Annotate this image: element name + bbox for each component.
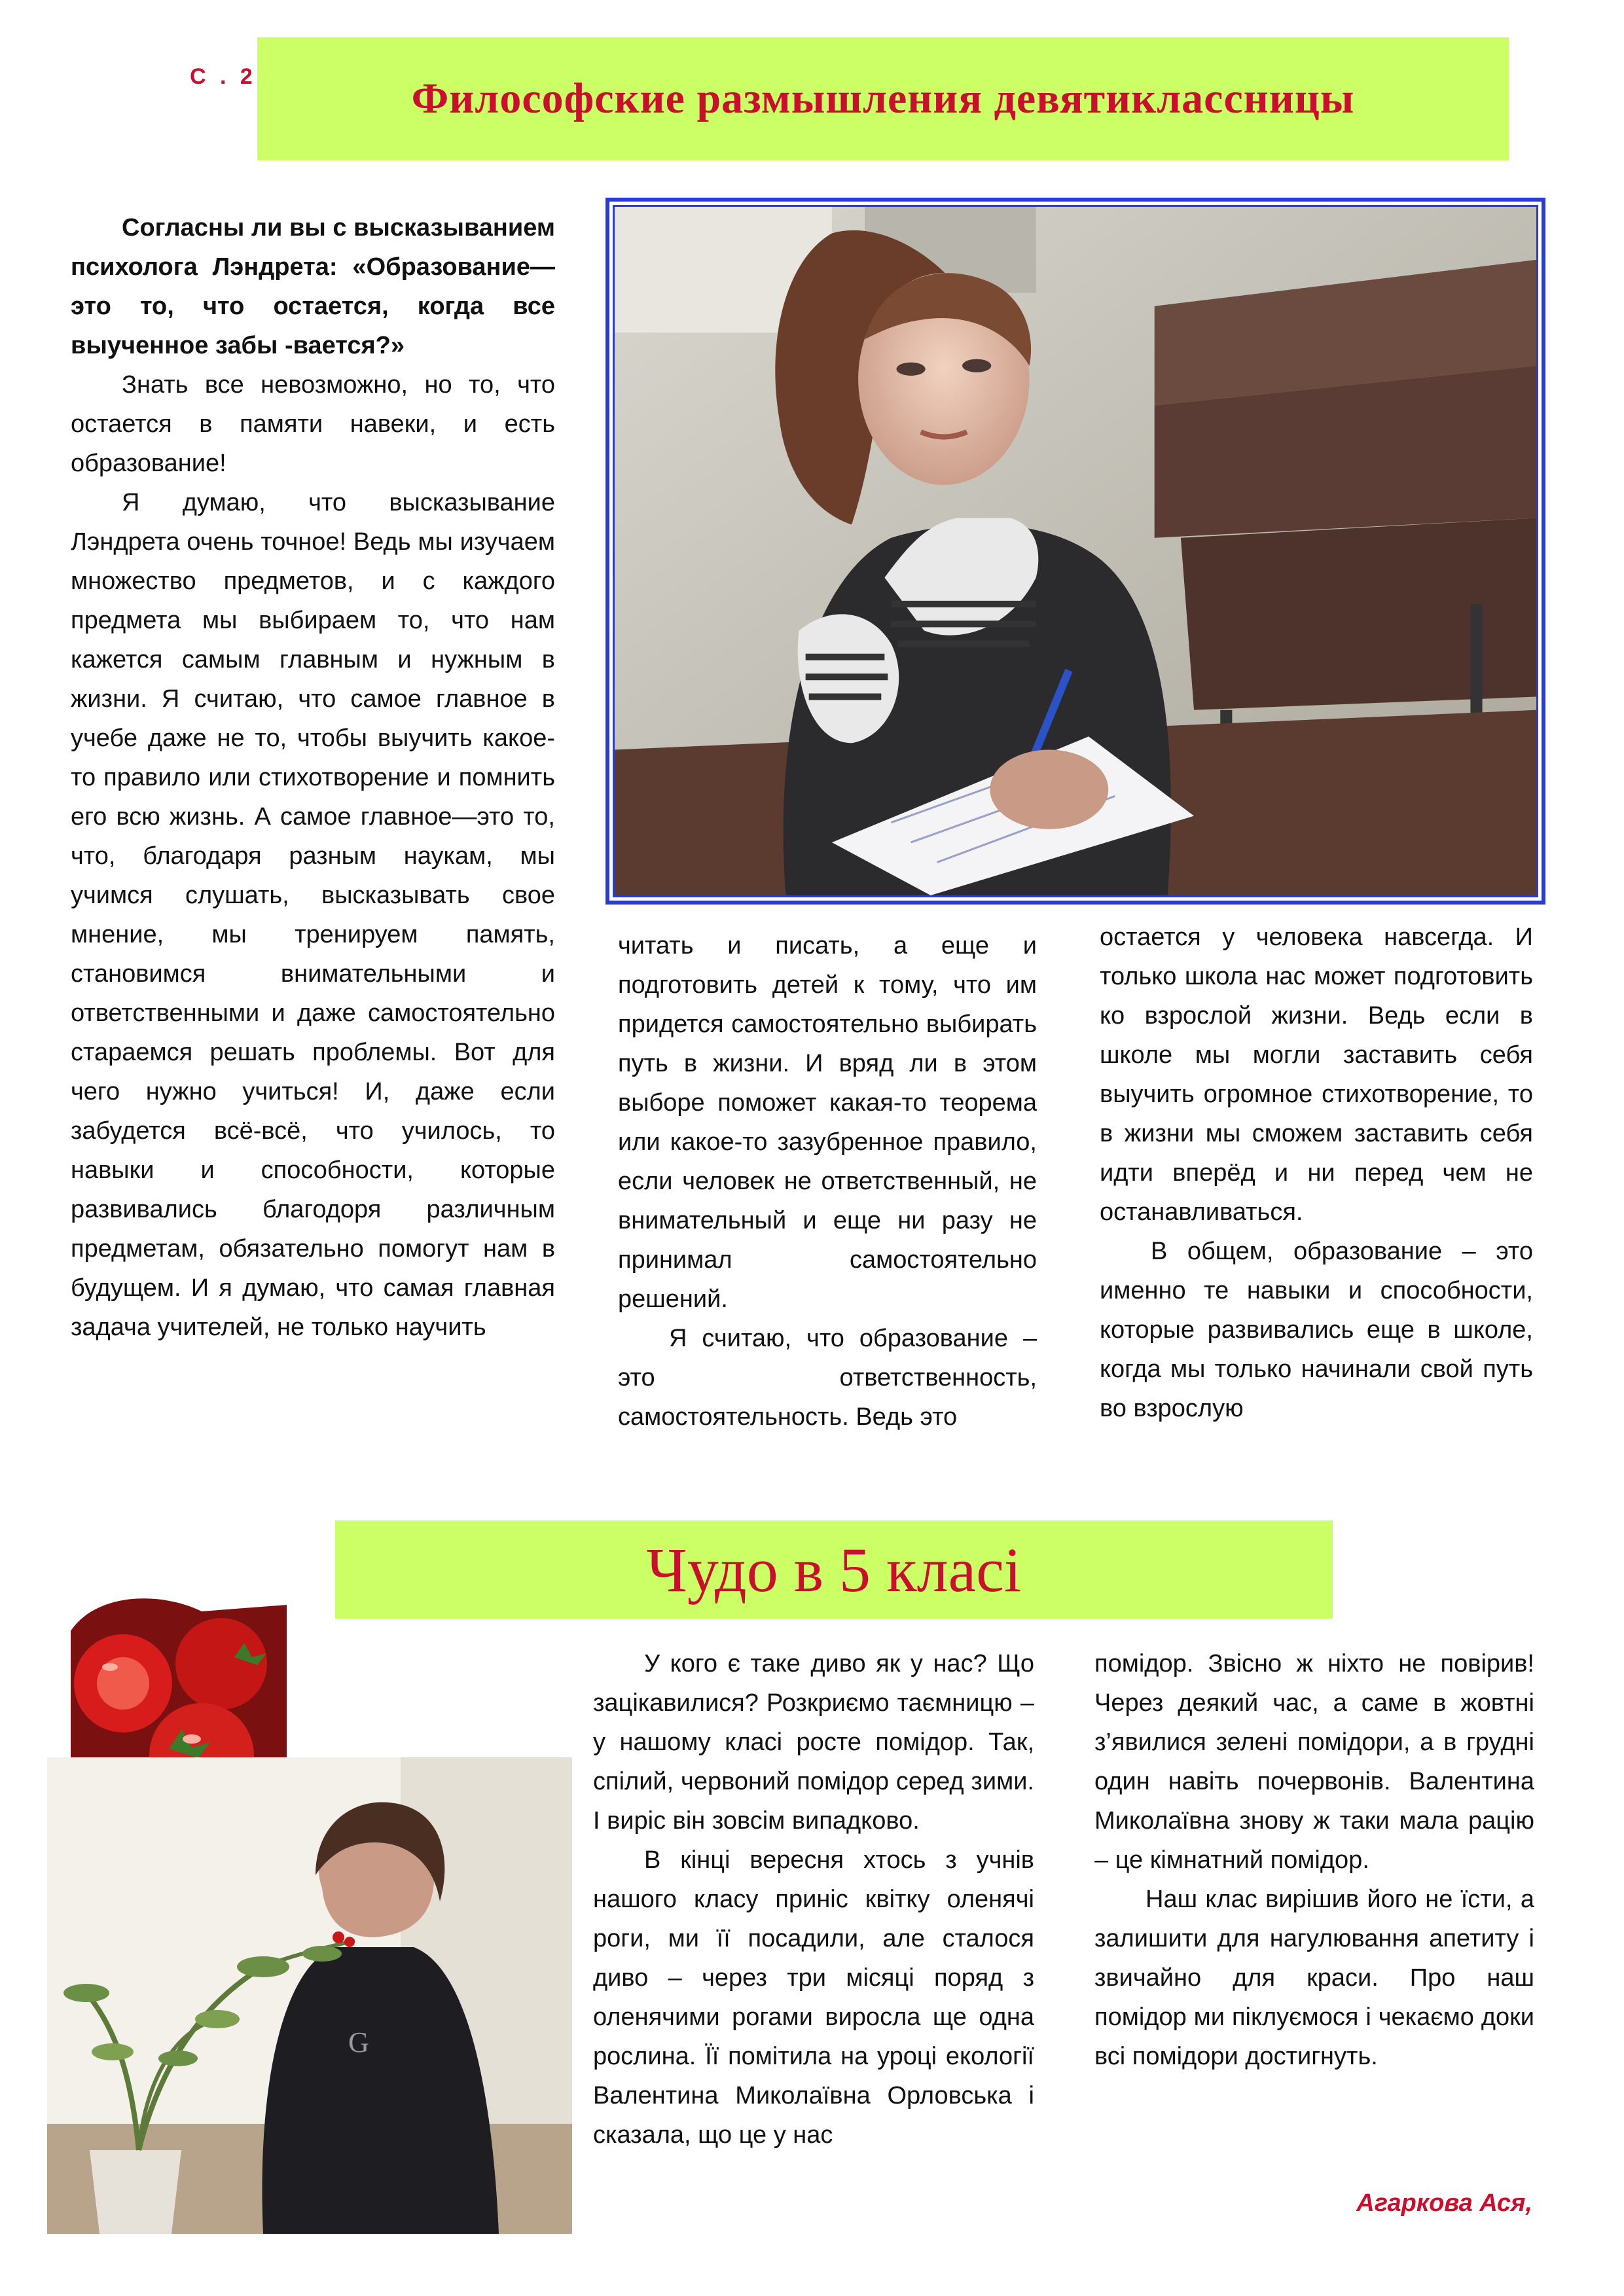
paragraph: У кого є таке диво як у нас? Що зацікавилися? Розкриємо таємницю – у нашому класі росте помідор. Так, спілий, червоний помідор серед зими. І виріс він зовсім випадково. bbox=[593, 1650, 1034, 1835]
article1-column-2 bbox=[618, 926, 1037, 1437]
paragraph: В кінці вересня хтось з учнів нашого класу приніс квітку оленячі роги, ми її посадили, але сталося диво – через три місяці поряд з оленячими рогами виросла ще одна рослина. Її помітила на уроці екології Валентина Миколаївна Орловська і сказала, що це у нас bbox=[593, 1846, 1034, 2149]
paragraph: В общем, образование – это именно те навыки и способности, которые развивались еще в школе, когда мы только начинали свой путь во взрослую bbox=[1100, 1238, 1533, 1422]
article2-column-2 bbox=[1094, 1644, 1534, 2076]
tomato-article-title-banner bbox=[335, 1520, 1333, 1619]
paragraph: Я считаю, что образование – это ответственность, самостоятельность. Ведь это bbox=[618, 1325, 1037, 1431]
article-title: Философские размышления девятиклассницы bbox=[411, 75, 1355, 122]
article-title-banner bbox=[257, 37, 1509, 160]
tomato-article-title: Чудо в 5 класі bbox=[646, 1534, 1022, 1605]
paragraph: читать и писать, а еще и подготовить детей к тому, что им придется самостоятельно выбирать путь в жизни. И вряд ли в этом выборе поможет какая-то теорема или какое-то зазубренное правило, если человек не ответственный, не внимательный и еще ни разу не принимал самостоятельно решений. bbox=[618, 932, 1037, 1313]
paragraph: остается у человека навсегда. И только школа нас может подготовить ко взрослой жизни. Ведь если в школе мы могли заставить себя выучить огромное стихотворение, то в жизни мы сможем заставить себя идти вперёд и ни перед чем не останавливаться. bbox=[1100, 924, 1533, 1226]
paragraph: Знать все невозможно, но то, что остается в памяти навеки, и есть образование! bbox=[71, 371, 555, 477]
article1-column-3 bbox=[1100, 918, 1533, 1428]
article1-column-1 bbox=[71, 208, 555, 1347]
paragraph: Наш клас вирішив його не їсти, а залишити для нагулювання апетиту і звичайно для краси. Про наш помідор ми піклуємося і чекаємо доки всі помідори достигнуть. bbox=[1094, 1886, 1534, 2070]
student-photo bbox=[605, 198, 1545, 905]
student-photo-image bbox=[615, 207, 1536, 895]
article2-column-1 bbox=[593, 1644, 1034, 2155]
lead-question: Согласны ли вы с высказыванием психолога Лэндрета: «Образование—это то, что остается, когда все выученное забы -вается?» bbox=[71, 214, 555, 359]
svg-text:G: G bbox=[348, 2026, 369, 2058]
author-signature: Агаркова Ася, bbox=[1356, 2189, 1532, 2217]
paragraph: Я думаю, что высказывание Лэндрета очень точное! Ведь мы изучаем множество предметов, и с каждого предмета мы выбираем то, что нам кажется самым главным и нужным в жизни. Я считаю, что самое главное в учебе даже не то, чтобы выучить какое-то правило или стихотворение и помнить его всю жизнь. А самое главное—это то, что, благодаря разным наукам, мы учимся слушать, высказывать свое мнение, мы тренируем память, становимся внимательными и ответственными и даже самостоятельно стараемся решать проблемы. Вот для чего нужно учиться! И, даже если забудется всё-всё, что училось, то навыки и способности, которые развивались благодоря различным предметам, обязательно помогут нам в будущем. И я думаю, что самая главная задача учителей, не только научить bbox=[71, 489, 555, 1341]
girl-with-tomato-plant-image bbox=[47, 1757, 572, 2234]
page-number: С . 2 bbox=[190, 64, 257, 89]
paragraph: помідор. Звісно ж ніхто не повірив! Через деякий час, а саме в жовтні з’явилися зелені помідори, а в грудні один навіть почервонів. Валентина Миколаївна знову ж таки мала рацію – це кімнатний помідор. bbox=[1094, 1650, 1534, 1874]
